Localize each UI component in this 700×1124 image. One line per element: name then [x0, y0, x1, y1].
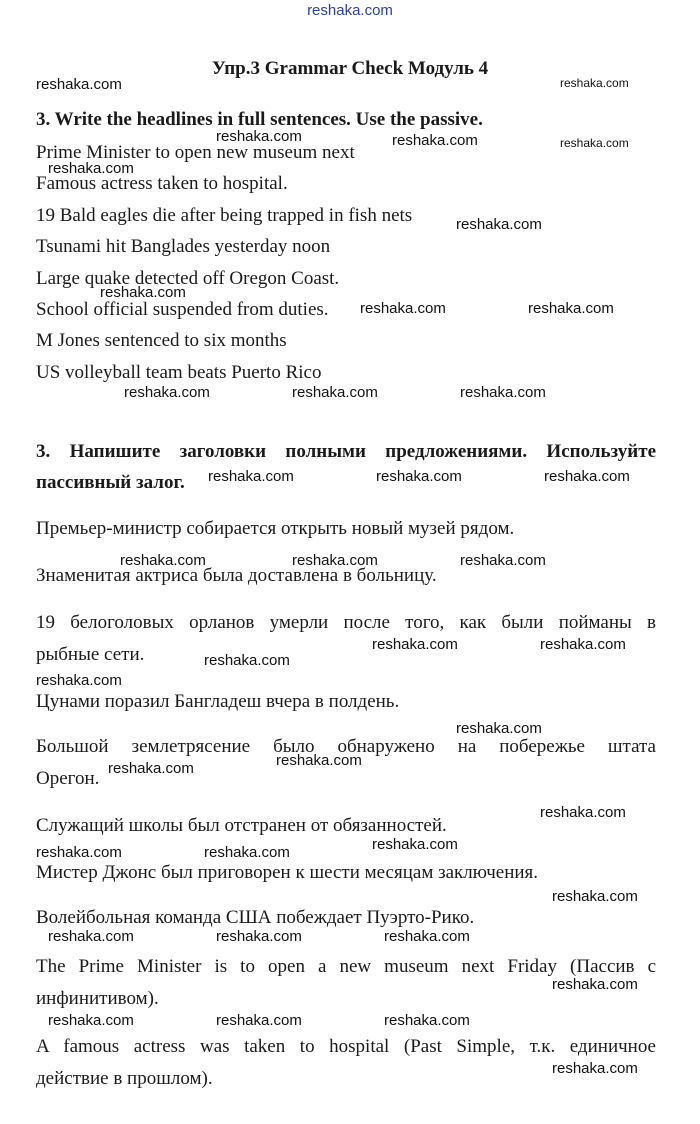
answer-1-line1: The Prime Minister is to open a new museum next Friday (Пассив с: [36, 956, 656, 977]
russian-sentence-5-line1: Большой землетрясение было обнаружено на побережье штата: [36, 736, 656, 757]
watermark: reshaka.com: [216, 1012, 302, 1029]
page-title: Упр.3 Grammar Check Модуль 4: [211, 58, 489, 79]
watermark: reshaka.com: [204, 844, 290, 861]
headline-6: School official suspended from duties.: [36, 299, 329, 320]
watermark: reshaka.com: [460, 552, 546, 569]
russian-sentence-4: Цунами поразил Бангладеш вчера в полдень.: [36, 691, 400, 712]
headline-8: US volleyball team beats Puerto Rico: [36, 362, 322, 383]
russian-sentence-3-line2: рыбные сети.: [36, 644, 145, 665]
watermark: reshaka.com: [48, 160, 134, 177]
answer-2-line1: A famous actress was taken to hospital (Past Simple, т.к. единичное: [36, 1036, 656, 1057]
watermark: reshaka.com: [276, 752, 362, 769]
headline-2: Famous actress taken to hospital.: [36, 173, 288, 194]
english-heading: 3. Write the headlines in full sentences. Use the passive.: [36, 109, 483, 130]
headline-5: Large quake detected off Oregon Coast.: [36, 268, 340, 289]
russian-sentence-3-line1: 19 белоголовых орланов умерли после того, как были пойманы в: [36, 612, 656, 633]
watermark: reshaka.com: [120, 552, 206, 569]
watermark: reshaka.com: [552, 976, 638, 993]
watermark: reshaka.com: [48, 1012, 134, 1029]
russian-sentence-7: Мистер Джонс был приговорен к шести месяцам заключения.: [36, 862, 539, 883]
watermark: reshaka.com: [36, 844, 122, 861]
russian-sentence-8: Волейбольная команда США побеждает Пуэрто-Рико.: [36, 907, 475, 928]
watermark: reshaka.com: [392, 132, 478, 149]
watermark: reshaka.com: [560, 76, 629, 90]
headline-7: M Jones sentenced to six months: [36, 330, 287, 351]
watermark: reshaka.com: [540, 804, 626, 821]
watermark: reshaka.com: [208, 468, 294, 485]
watermark: reshaka.com: [216, 928, 302, 945]
watermark: reshaka.com: [48, 928, 134, 945]
watermark: reshaka.com: [100, 284, 186, 301]
russian-sentence-1: Премьер-министр собирается открыть новый музей рядом.: [36, 518, 515, 539]
watermark: reshaka.com: [552, 888, 638, 905]
watermark: reshaka.com: [384, 928, 470, 945]
russian-heading-line1: 3. Напишите заголовки полными предложениями. Используйте: [36, 441, 656, 462]
russian-sentence-6: Служащий школы был отстранен от обязанностей.: [36, 815, 447, 836]
watermark: reshaka.com: [544, 468, 630, 485]
answer-1-line2: инфинитивом).: [36, 988, 159, 1009]
watermark: reshaka.com: [108, 760, 194, 777]
site-link[interactable]: reshaka.com: [307, 2, 393, 19]
headline-3: 19 Bald eagles die after being trapped in fish nets: [36, 205, 413, 226]
watermark: reshaka.com: [36, 672, 122, 689]
russian-sentence-2: Знаменитая актриса была доставлена в больницу.: [36, 565, 437, 586]
watermark: reshaka.com: [124, 384, 210, 401]
answer-2-line2: действие в прошлом).: [36, 1068, 213, 1089]
watermark: reshaka.com: [456, 720, 542, 737]
watermark: reshaka.com: [372, 636, 458, 653]
watermark: reshaka.com: [204, 652, 290, 669]
watermark: reshaka.com: [528, 300, 614, 317]
watermark: reshaka.com: [384, 1012, 470, 1029]
russian-sentence-5-line2: Орегон.: [36, 768, 100, 789]
russian-heading-line2: пассивный залог.: [36, 472, 185, 493]
watermark: reshaka.com: [292, 552, 378, 569]
watermark: reshaka.com: [292, 384, 378, 401]
watermark: reshaka.com: [460, 384, 546, 401]
headline-1: Prime Minister to open new museum next: [36, 142, 355, 163]
watermark: reshaka.com: [540, 636, 626, 653]
watermark: reshaka.com: [360, 300, 446, 317]
watermark: reshaka.com: [216, 128, 302, 145]
watermark: reshaka.com: [376, 468, 462, 485]
watermark: reshaka.com: [552, 1060, 638, 1077]
watermark: reshaka.com: [36, 76, 122, 93]
watermark: reshaka.com: [456, 216, 542, 233]
watermark: reshaka.com: [560, 136, 629, 150]
headline-4: Tsunami hit Banglades yesterday noon: [36, 236, 331, 257]
watermark: reshaka.com: [372, 836, 458, 853]
